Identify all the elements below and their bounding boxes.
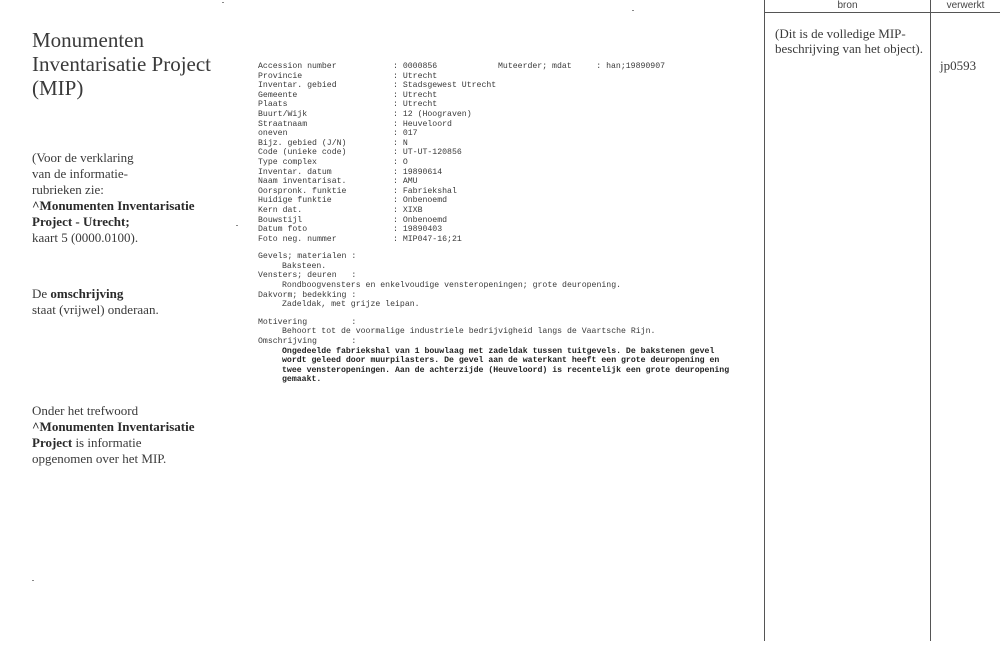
field-key: Bijz. gebied (J/N) — [258, 138, 347, 148]
page-title: Monumenten Inventarisatie Project (MIP) — [32, 28, 212, 100]
field-value: : 19890614 — [393, 167, 443, 177]
note-line: van de informatie- — [32, 166, 129, 181]
scan-speck — [222, 2, 224, 3]
field-value: : Onbenoemd — [393, 215, 448, 225]
motivering-label: Motivering : — [258, 317, 357, 327]
note-line: opgenomen over het MIP. — [32, 451, 167, 466]
field-key: Plaats — [258, 100, 288, 110]
column-header-bron: bron — [837, 0, 858, 11]
field-value: : Stadsgewest Utrecht — [393, 81, 497, 91]
field-key: Gemeente — [258, 90, 298, 100]
field-key: Accession number — [258, 62, 337, 71]
dakvorm-label: Dakvorm; bedekking : — [258, 290, 357, 300]
record-field-row — [258, 158, 758, 168]
record-field-row — [258, 235, 758, 245]
note-text: is informatie — [72, 435, 142, 450]
field-key: Inventar. gebied — [258, 81, 337, 91]
vensters-value: Rondboogvensters en enkelvoudige vensteropeningen; grote deuropening. — [282, 281, 622, 291]
field-key: Huidige funktie — [258, 196, 332, 206]
omschrijving-label: Omschrijving : — [258, 337, 357, 347]
field-key: Buurt/Wijk — [258, 109, 308, 119]
field-value: : MIP047-16;21 — [393, 234, 462, 244]
record-field-row — [258, 139, 758, 149]
muteerder-field: Muteerder; mdat : han;19890907 — [498, 62, 666, 71]
field-value: : N — [393, 138, 408, 148]
field-key: Foto neg. nummer — [258, 234, 337, 244]
column-header-verwerkt: verwerkt — [946, 0, 985, 11]
record-field-row — [258, 196, 758, 206]
field-value: : 017 — [393, 129, 418, 139]
field-value: : Utrecht — [393, 90, 438, 100]
record-field-row — [258, 62, 758, 72]
mip-record — [258, 62, 758, 385]
field-key: Inventar. datum — [258, 167, 332, 177]
note-line: Onder het trefwoord — [32, 403, 139, 418]
scan-speck — [632, 10, 634, 11]
motivering-value: Behoort tot de voormalige industriele bedrijvigheid langs de Vaartsche Rijn. — [282, 327, 656, 337]
field-key: Kern dat. — [258, 205, 303, 215]
note-line: rubrieken zie: — [32, 182, 104, 197]
record-field-row — [258, 187, 758, 197]
record-field-row — [258, 168, 758, 178]
scan-speck — [32, 580, 34, 581]
field-value: : 19890403 — [393, 225, 443, 235]
field-key: Type complex — [258, 157, 317, 167]
record-field-row — [258, 81, 758, 91]
note-text: De — [32, 286, 51, 301]
field-key: oneven — [258, 129, 288, 139]
reference-link-continued[interactable]: Project - Utrecht; — [32, 214, 130, 229]
note-line: kaart 5 (0000.0100). — [32, 230, 139, 245]
field-value: : Fabriekshal — [393, 186, 457, 196]
record-field-row — [258, 129, 758, 139]
note-emphasis: omschrijving — [50, 286, 124, 301]
record-field-row — [258, 110, 758, 120]
reference-link[interactable]: ^Monumenten Inventarisatie — [32, 198, 195, 213]
field-value: : AMU — [393, 177, 418, 187]
record-field-row — [258, 177, 758, 187]
record-field-row — [258, 216, 758, 226]
dakvorm-value: Zadeldak, met grijze leipan. — [282, 300, 420, 310]
record-field-row — [258, 120, 758, 130]
field-key: Code (unieke code) — [258, 148, 347, 158]
field-key: Datum foto — [258, 225, 308, 235]
keyword-link-continued[interactable]: Project — [32, 435, 73, 450]
field-key: Straatnaam — [258, 119, 308, 129]
note-line: staat (vrijwel) onderaan. — [32, 302, 159, 317]
record-field-row — [258, 206, 758, 216]
table-divider-left — [764, 0, 765, 641]
field-key: Bouwstijl — [258, 215, 303, 225]
record-field-row — [258, 225, 758, 235]
field-key: Oorspronk. funktie — [258, 186, 347, 196]
field-value: : 12 (Hoograven) — [393, 109, 472, 119]
scan-speck — [236, 225, 238, 226]
field-value: : XIXB — [393, 205, 423, 215]
gevels-label: Gevels; materialen : — [258, 252, 357, 262]
field-value: : UT-UT-120856 — [393, 148, 462, 158]
table-divider-middle — [930, 0, 931, 641]
record-field-row — [258, 72, 758, 82]
gevels-value: Baksteen. — [282, 261, 327, 271]
field-value: : Utrecht — [393, 71, 438, 81]
record-field-row — [258, 148, 758, 158]
table-header-rule — [765, 12, 1000, 13]
note-line: (Voor de verklaring — [32, 150, 134, 165]
omschrijving-value: Ongedeelde fabriekshal van 1 bouwlaag met zadeldak tussen tuitgevels. De bakstenen gevel wordt geleed door muurpilasters. De gevel aan de waterkant heeft een grote deuropening en twee vensteropeningen. Aan de achterzijde (Heuveloord) is recentelijk een grote deuropening gemaakt. — [282, 346, 730, 385]
field-value: : O — [393, 157, 408, 167]
record-fields — [258, 62, 758, 244]
legend-reference-note — [32, 150, 252, 246]
keyword-link[interactable]: ^Monumenten Inventarisatie — [32, 419, 195, 434]
field-value: : 0000856 — [393, 62, 438, 71]
description-location-note — [32, 286, 252, 318]
record-field-row — [258, 100, 758, 110]
keyword-note — [32, 403, 252, 467]
verwerkt-cell: jp0593 — [940, 58, 977, 73]
vensters-label: Vensters; deuren : — [258, 271, 357, 281]
record-field-row — [258, 91, 758, 101]
field-value: : Utrecht — [393, 100, 438, 110]
field-key: Provincie — [258, 71, 303, 81]
field-value: : Heuveloord — [393, 119, 452, 129]
field-key: Naam inventarisat. — [258, 177, 347, 187]
bron-cell: (Dit is de volledige MIP-beschrijving van het object). — [775, 26, 924, 56]
field-value: : Onbenoemd — [393, 196, 448, 206]
